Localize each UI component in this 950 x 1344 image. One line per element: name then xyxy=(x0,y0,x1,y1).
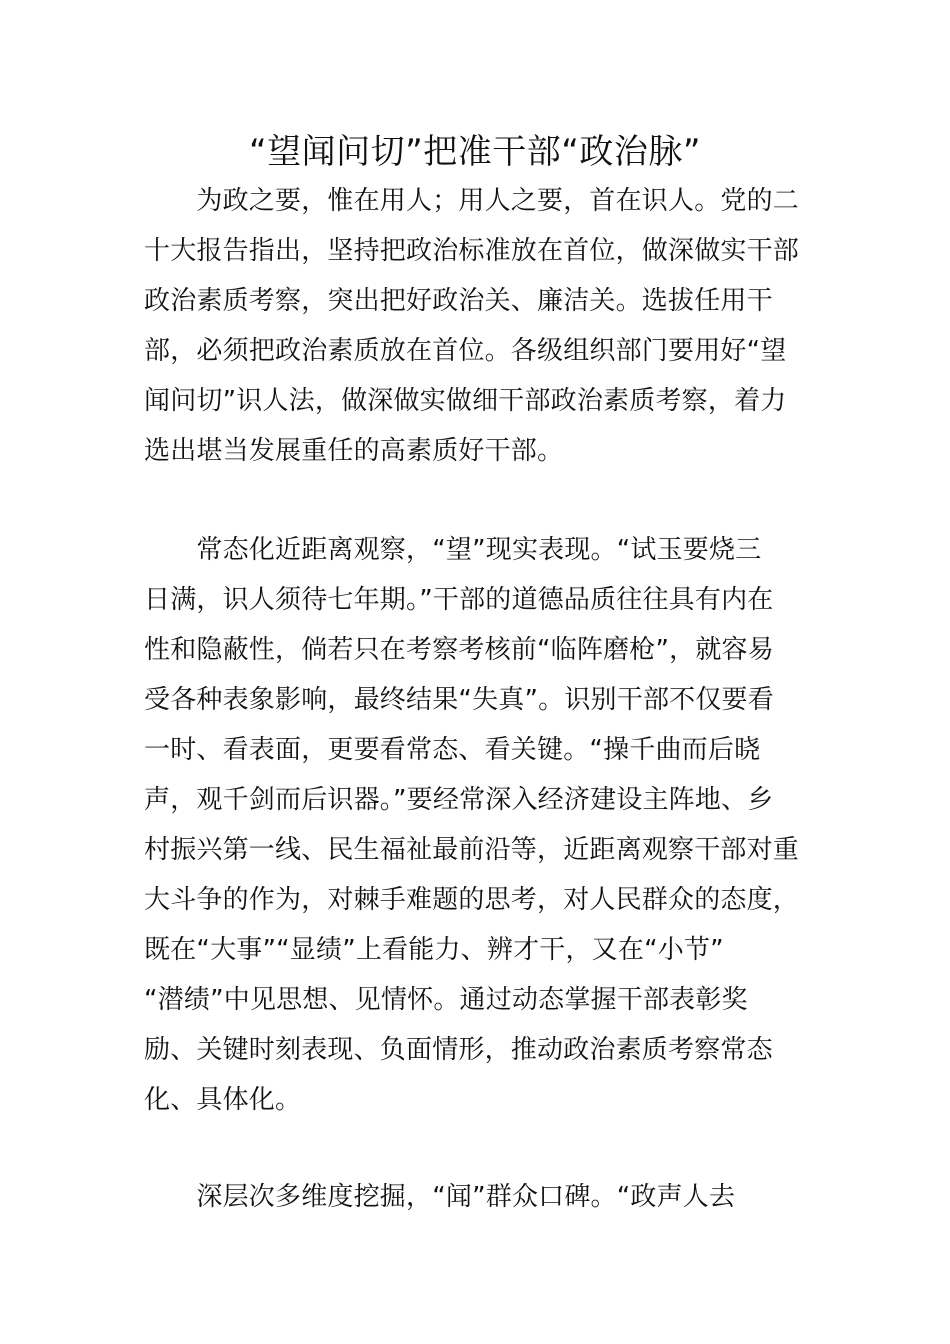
paragraph-line: 闻问切”识人法，做深做实做细干部政治素质考察，着力 xyxy=(144,386,787,416)
paragraph-line: 大斗争的作为，对棘手难题的思考，对人民群众的态度， xyxy=(144,885,800,915)
paragraph-line: 声，观千剑而后识器。”要经常深入经济建设主阵地、乡 xyxy=(144,785,774,815)
paragraph-line: 性和隐蔽性，倘若只在考察考核前“临阵磨枪”，就容易 xyxy=(144,635,774,665)
paragraph-line: 励、关键时刻表现、负面情形，推动政治素质考察常态 xyxy=(144,1035,773,1065)
paragraph-line: “潜绩”中见思想、见情怀。通过动态掌握干部表彰奖 xyxy=(144,985,748,1015)
paragraph-1 xyxy=(144,176,808,476)
paragraph-line: 村振兴第一线、民生福祉最前沿等，近距离观察干部对重 xyxy=(144,835,800,865)
paragraph-line: 日满，识人须待七年期。”干部的道德品质往往具有内在 xyxy=(144,585,774,615)
paragraph-line: 受各种表象影响，最终结果“失真”。识别干部不仅要看 xyxy=(144,685,774,715)
paragraph-line: 十大报告指出，坚持把政治标准放在首位，做深做实干部 xyxy=(144,236,800,266)
paragraph-line: 深层次多维度挖掘，“闻”群众口碑。“政声人去 xyxy=(144,1182,736,1212)
paragraph-line: 选出堪当发展重任的高素质好干部。 xyxy=(144,436,564,466)
paragraph-line: 为政之要，惟在用人；用人之要，首在识人。党的二 xyxy=(144,186,800,216)
paragraph-line: 常态化近距离观察，“望”现实表现。“试玉要烧三 xyxy=(144,535,762,565)
paragraph-line: 一时、看表面，更要看常态、看关键。“操千曲而后晓 xyxy=(144,735,761,765)
paragraph-line: 政治素质考察，突出把好政治关、廉洁关。选拔任用干 xyxy=(144,286,773,316)
page-title: “望闻问切”把准干部“政治脉” xyxy=(249,132,701,172)
paragraph-line: 部，必须把政治素质放在首位。各级组织部门要用好“望 xyxy=(144,336,787,366)
paragraph-line: 既在“大事”“显绩”上看能力、辨才干，又在“小节” xyxy=(144,935,724,965)
paragraph-line: 化、具体化。 xyxy=(144,1085,302,1115)
paragraph-2 xyxy=(144,525,808,1125)
paragraph-3 xyxy=(144,1172,808,1222)
